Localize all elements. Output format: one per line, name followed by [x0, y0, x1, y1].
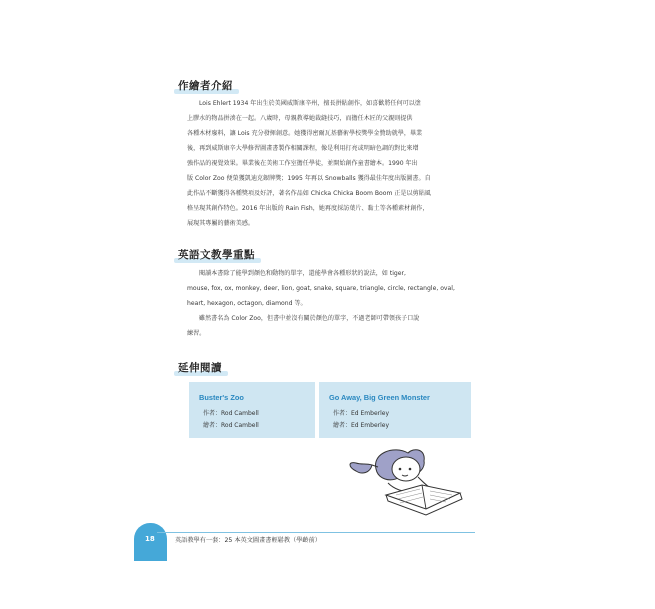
text-line: 展現其專屬的藝術美感。	[187, 220, 255, 227]
text-line: 上膠水的物品拼湊在一起。八歲時，母親教導她裁縫技巧，而擔任木匠的父親則提供	[187, 115, 413, 122]
author-section-heading: 作繪者介紹	[178, 80, 233, 92]
pigtail-shape	[350, 463, 372, 473]
book-author: 作者：Ed Emberley	[333, 410, 390, 417]
teaching-section-heading: 英語文教學重點	[178, 249, 255, 261]
book-title: Buster's Zoo	[199, 393, 244, 402]
text-line: Lois Ehlert 1934 年出生於美國威斯康辛州，擅長拼貼創作，如喜歡將任何可以塗	[199, 100, 421, 107]
footer-divider	[157, 532, 475, 533]
text-line: 閱讀本書除了能學到顏色和動物的單字，還能學會各種形狀的說法，如 tiger,	[199, 270, 406, 277]
footer-book-title: 英語教學有一套：25 本英文圖畫書輕鬆教（學齡前）	[175, 537, 321, 544]
text-line: 此作品不斷獲得各種獎項及好評，著名作品如 Chicka Chicka Boom Boom 正是以剪貼風	[187, 190, 431, 197]
text-line: 格呈現其創作特色。2016 年出版的 Rain Fish，她再度採訪葉片、黏土等各種素材創作，	[187, 205, 429, 212]
face-shape	[392, 457, 420, 481]
book-card-go-away-big-green-monster	[319, 382, 471, 438]
book-illustrator: 繪者：Rod Cambell	[203, 422, 259, 429]
text-line: 練習。	[187, 330, 206, 337]
page-number: 18	[145, 535, 155, 543]
text-line: heart, hexagon, octagon, diamond 等。	[187, 300, 307, 307]
girl-reading-illustration	[342, 443, 477, 523]
extension-section-heading: 延伸閱讀	[178, 362, 222, 374]
text-line: 雖然書名為 Color Zoo，但書中並沒有關於顏色的單字，不過老師可帶領孩子口說	[199, 315, 420, 322]
text-line: mouse, fox, ox, monkey, deer, lion, goat, snake, square, triangle, circle, rectangle, oval,	[187, 285, 455, 292]
book-title: Go Away, Big Green Monster	[329, 393, 430, 402]
author-paragraph	[187, 96, 473, 231]
teaching-paragraph	[187, 266, 473, 341]
text-line: 版 Color Zoo 便榮獲凱迪克銀牌獎；1995 年再以 Snowballs 獲得最佳年度出版圖書。自	[187, 175, 431, 182]
book-card-busters-zoo	[189, 382, 315, 438]
book-author: 作者：Rod Cambell	[203, 410, 259, 417]
text-line: 各種木材廢料，讓 Lois 充分發揮創意。她獲得密爾瓦基藝術學校獎學金贊助就學，畢業	[187, 130, 423, 137]
text-line: 後，再到威斯康辛大學修習圖畫書製作相關課程，像是利用打亮或明暗色調的對比來增	[187, 145, 419, 152]
book-illustrator: 繪者：Ed Emberley	[333, 422, 390, 429]
text-line: 強作品的視覺效果。畢業後在美術工作室擔任學徒，並開始創作童書繪本。1990 年出	[187, 160, 418, 167]
